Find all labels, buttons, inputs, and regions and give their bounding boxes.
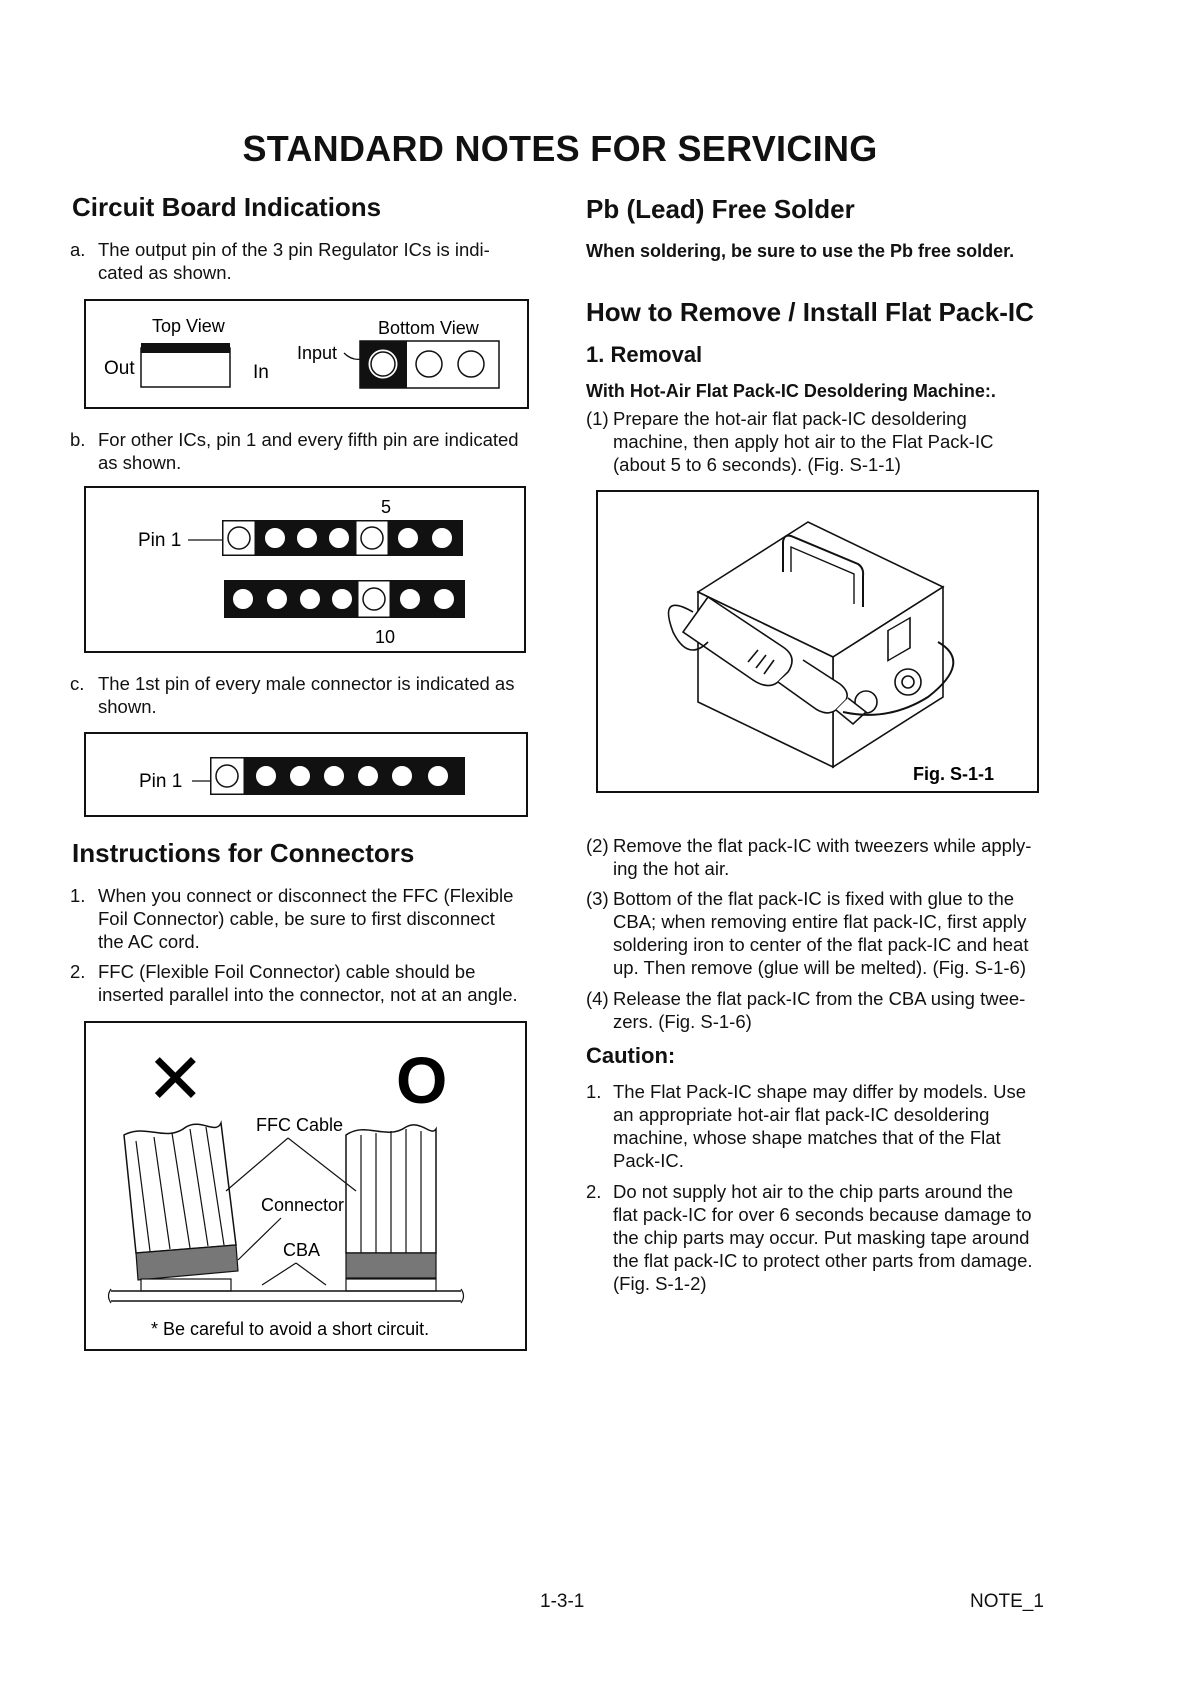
right-mark-icon: O — [396, 1043, 448, 1117]
figure-s-1-1 — [596, 490, 1039, 793]
pin-bot-6 — [399, 588, 421, 610]
removal-step-3: (3) Bottom of the flat pack-IC is fixed with glue to the CBA; when removing entire flat pack-IC, first apply soldering iron to center of the flat pack-IC and heat up. Then remove (glue will be melted). (Fig. S-1-6) — [586, 888, 1029, 978]
conn-pin-6 — [391, 765, 413, 787]
pin-top-2 — [264, 527, 286, 549]
page-number: 1-3-1 — [540, 1591, 585, 1612]
removal-step-1: (1) Prepare the hot-air flat pack-IC desoldering machine, then apply hot air to the Flat Pack-IC (about 5 to 6 seconds). (Fig. S-1-1) — [586, 408, 994, 475]
figure-ic-pins — [84, 486, 526, 653]
figure-regulator-ic — [84, 299, 529, 409]
ffc-leader-left — [226, 1138, 288, 1191]
cba-label: CBA — [283, 1240, 321, 1260]
pin-top-5 — [361, 527, 383, 549]
item-c: c. The 1st pin of every male connector is indicated as shown. — [70, 673, 515, 717]
conn-pin-5 — [357, 765, 379, 787]
bottom-view-label: Bottom View — [378, 318, 479, 338]
fig-s-1-1-caption: Fig. S-1-1 — [913, 764, 995, 784]
conn-pin-7 — [427, 765, 449, 787]
removal-step-4: (4) Release the flat pack-IC from the CBA using twee- zers. (Fig. S-1-6) — [586, 988, 1026, 1032]
connector-pin-1-label: Pin 1 — [139, 771, 183, 792]
cba-leader-right — [296, 1263, 326, 1285]
conn-pin-2 — [255, 765, 277, 787]
pin-top-3 — [296, 527, 318, 549]
flat-pack-heading: How to Remove / Install Flat Pack-IC — [586, 297, 1034, 327]
circuit-board-heading: Circuit Board Indications — [72, 192, 382, 222]
pb-free-heading: Pb (Lead) Free Solder — [586, 194, 855, 224]
pin-top-6 — [397, 527, 419, 549]
pb-free-text: When soldering, be sure to use the Pb free solder. — [586, 241, 1015, 261]
ic-top-body — [141, 348, 230, 387]
connector-instruction-2: 2. FFC (Flexible Foil Connector) cable should be inserted parallel into the connector, not at an angle. — [70, 961, 518, 1005]
pin-bot-2 — [266, 588, 288, 610]
item-a: a. The output pin of the 3 pin Regulator ICs is indi- cated as shown. — [70, 239, 490, 283]
pin-bot-7 — [433, 588, 455, 610]
pin-bot-3 — [299, 588, 321, 610]
item-b: b. For other ICs, pin 1 and every fifth pin are indicated as shown. — [70, 429, 519, 473]
pin-bot-5 — [363, 588, 385, 610]
page-title: STANDARD NOTES FOR SERVICING — [242, 128, 878, 169]
top-view-label: Top View — [152, 316, 225, 336]
input-label: Input — [297, 343, 338, 363]
straight-ffc-cable — [346, 1125, 436, 1278]
cba-leader-left — [262, 1263, 296, 1285]
pin-5-label: 5 — [381, 497, 392, 517]
regulator-ic-drawing — [86, 301, 527, 407]
connector-instruction-1: 1. When you connect or disconnect the FFC (Flexible Foil Connector) cable, be sure to first disconnect the AC cord. — [70, 885, 514, 952]
removal-step-2: (2) Remove the flat pack-IC with tweezers while apply- ing the hot air. — [586, 835, 1032, 879]
connector-leader-left — [238, 1218, 281, 1260]
pin-hole-2 — [416, 351, 442, 377]
pin-hole-1-ring — [371, 352, 395, 376]
figure-male-connector — [84, 732, 528, 817]
wrong-mark-icon: ✕ — [146, 1040, 205, 1118]
caution-item-1: 1. The Flat Pack-IC shape may differ by models. Use an appropriate hot-air flat pack-IC desoldering machine, whose shape matches that of the Flat Pack-IC. — [586, 1081, 1026, 1171]
angled-ffc-cable — [124, 1123, 238, 1280]
connector-label: Connector — [261, 1195, 345, 1215]
pin-bot-1 — [232, 588, 254, 610]
connectors-heading: Instructions for Connectors — [72, 838, 415, 868]
caution-heading: Caution: — [586, 1043, 676, 1068]
conn-pin-1 — [216, 765, 238, 787]
ic-top-tab — [141, 343, 230, 353]
pin-bot-4 — [331, 588, 353, 610]
ic-pins-drawing — [86, 488, 524, 651]
pin-hole-3 — [458, 351, 484, 377]
pin-top-1 — [228, 527, 250, 549]
pin-10-label: 10 — [375, 627, 396, 647]
short-circuit-caution: * Be careful to avoid a short circuit. — [151, 1319, 430, 1339]
removal-heading: 1. Removal — [586, 342, 703, 367]
pin-top-7 — [431, 527, 453, 549]
out-label: Out — [104, 358, 135, 379]
in-label: In — [253, 362, 269, 383]
figure-ffc-cable — [84, 1021, 527, 1351]
ffc-cable-label: FFC Cable — [256, 1115, 344, 1135]
desoldering-machine-drawing — [598, 492, 1037, 791]
male-connector-drawing — [86, 734, 526, 815]
cba-board — [109, 1279, 464, 1303]
pin-top-4 — [328, 527, 350, 549]
pin-1-label: Pin 1 — [138, 530, 182, 551]
hot-air-heading: With Hot-Air Flat Pack-IC Desoldering Machine:. — [586, 381, 996, 401]
caution-item-2: 2. Do not supply hot air to the chip parts around the flat pack-IC for over 6 seconds because damage to the chip parts may occur. Put masking tape around the flat pack-IC to protect other parts from damage. (Fig. S-1-2) — [586, 1181, 1033, 1294]
note-id: NOTE_1 — [970, 1591, 1044, 1612]
conn-pin-3 — [289, 765, 311, 787]
conn-pin-4 — [323, 765, 345, 787]
ffc-cable-drawing — [86, 1023, 525, 1349]
